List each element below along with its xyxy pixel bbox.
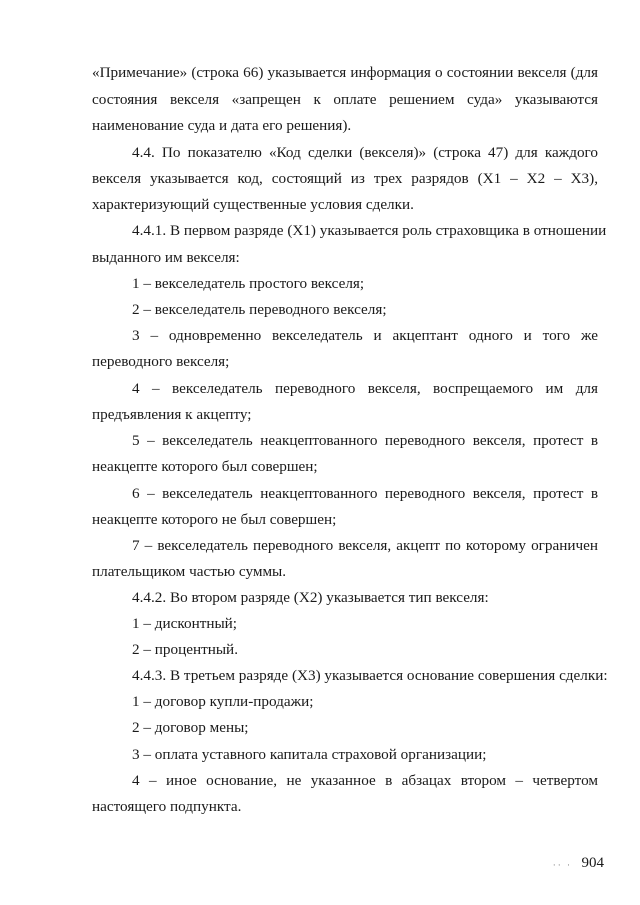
page-number: 904 <box>581 855 604 871</box>
text-line: наименование суда и дата его решения). <box>92 117 352 134</box>
list-item: 3 – оплата уставного капитала страховой организации; <box>132 746 487 763</box>
list-item: 5 – векселедатель неакцептованного переводного векселя, протест в <box>132 432 598 449</box>
list-item: 6 – векселедатель неакцептованного переводного векселя, протест в <box>132 485 598 502</box>
text-line: неакцепте которого не был совершен; <box>92 511 337 528</box>
text-line: «Примечание» (строка 66) указывается информация о состоянии векселя (для <box>92 64 598 81</box>
list-item: 2 – процентный. <box>132 641 238 658</box>
list-item: 3 – одновременно векселедатель и акцептант одного и того же <box>132 327 598 344</box>
list-item: 1 – векселедатель простого векселя; <box>132 275 365 292</box>
text-line: выданного им векселя: <box>92 249 240 266</box>
list-item: 4 – иное основание, не указанное в абзацах втором – четвертом <box>132 772 598 789</box>
list-item: 4 – векселедатель переводного векселя, воспрещаемого им для <box>132 380 598 397</box>
text-line: предъявления к акцепту; <box>92 406 252 423</box>
paragraph-first-line: 4.4. По показателю «Код сделки (векселя)» (строка 47) для каждого <box>132 144 598 161</box>
text-line: состояния векселя «запрещен к оплате решением суда» указываются <box>92 91 598 108</box>
paragraph-first-line: 4.4.2. Во втором разряде (X2) указывается тип векселя: <box>132 589 489 606</box>
scan-artifact: ·· · <box>552 860 572 870</box>
text-line: настоящего подпункта. <box>92 798 242 815</box>
list-item: 7 – векселедатель переводного векселя, акцепт по которому ограничен <box>132 537 598 554</box>
list-item: 1 – договор купли-продажи; <box>132 693 314 710</box>
paragraph-first-line: 4.4.1. В первом разряде (X1) указывается роль страховщика в отношении <box>132 222 607 239</box>
text-line: переводного векселя; <box>92 353 230 370</box>
text-line: векселя указывается код, состоящий из трех разрядов (X1 – X2 – X3), <box>92 170 598 187</box>
paragraph-first-line: 4.4.3. В третьем разряде (X3) указывается основание совершения сделки: <box>132 667 608 684</box>
text-line: плательщиком частью суммы. <box>92 563 287 580</box>
list-item: 2 – векселедатель переводного векселя; <box>132 301 387 318</box>
text-line: характеризующий существенные условия сделки. <box>92 196 414 213</box>
list-item: 1 – дисконтный; <box>132 615 238 632</box>
text-line: неакцепте которого был совершен; <box>92 458 318 475</box>
list-item: 2 – договор мены; <box>132 719 249 736</box>
